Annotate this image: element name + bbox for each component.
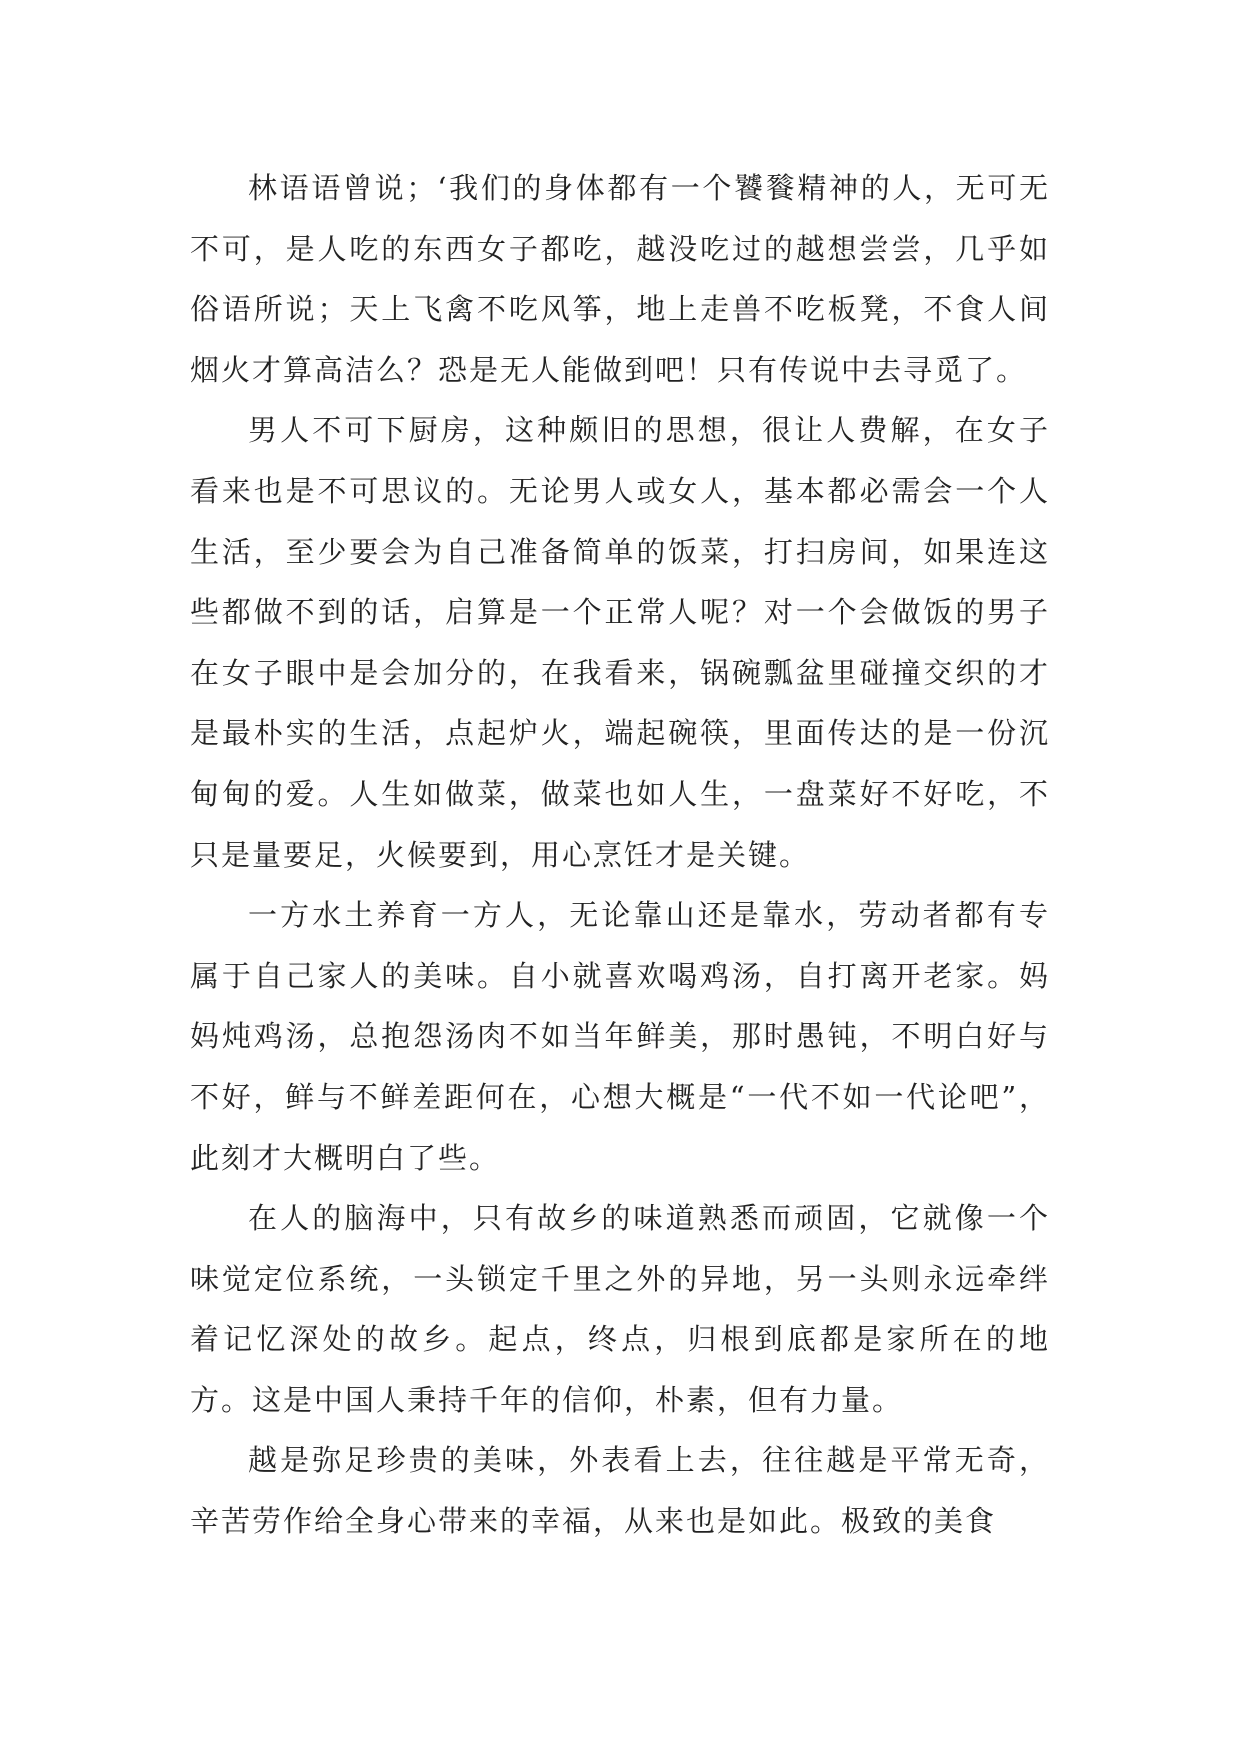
paragraph: 在人的脑海中，只有故乡的味道熟悉而顽固，它就像一个味觉定位系统，一头锁定千里之外的异地，另一头则永远牵绊着记忆深处的故乡。起点，终点，归根到底都是家所在的地方。这是中国人秉持千年的信仰，朴素，但有力量。 — [190, 1201, 1050, 1417]
body-text — [190, 158, 1050, 1552]
paragraph: 一方水土养育一方人，无论靠山还是靠水，劳动者都有专属于自己家人的美味。自小就喜欢喝鸡汤，自打离开老家。妈妈炖鸡汤，总抱怨汤肉不如当年鲜美，那时愚钝，不明白好与不好，鲜与不鲜差距何在，心想大概是“一代不如一代论吧”，此刻才大概明白了些。 — [190, 898, 1050, 1175]
paragraph: 越是弥足珍贵的美味，外表看上去，往往越是平常无奇，辛苦劳作给全身心带来的幸福，从来也是如此。极致的美食 — [190, 1443, 1050, 1539]
paragraph: 男人不可下厨房，这种颇旧的思想，很让人费解，在女子看来也是不可思议的。无论男人或女人，基本都必需会一个人生活，至少要会为自己准备简单的饭菜，打扫房间，如果连这些都做不到的话，启算是一个正常人呢？对一个会做饭的男子在女子眼中是会加分的，在我看来，锅碗瓢盆里碰撞交织的才是最朴实的生活，点起炉火，端起碗筷，里面传达的是一份沉甸甸的爱。人生如做菜，做菜也如人生，一盘菜好不好吃，不只是量要足，火候要到，用心烹饪才是关键。 — [190, 413, 1050, 872]
paragraph: 林语语曾说；‘我们的身体都有一个饕餮精神的人，无可无不可，是人吃的东西女子都吃，越没吃过的越想尝尝，几乎如俗语所说；天上飞禽不吃风筝，地上走兽不吃板凳，不食人间烟火才算高洁么？恐是无人能做到吧！只有传说中去寻觅了。 — [190, 171, 1050, 387]
